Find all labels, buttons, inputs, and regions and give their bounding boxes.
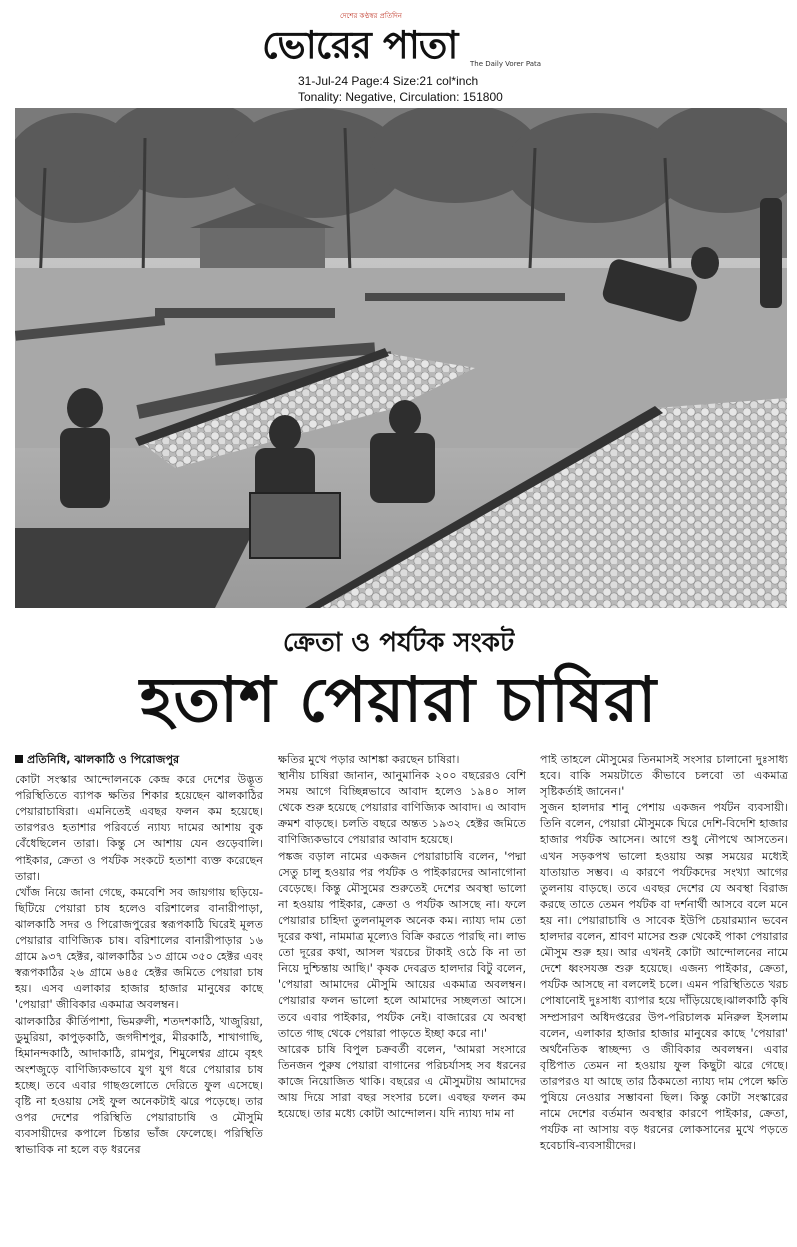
paragraph: পাই তাহলে মৌসুমের তিনমাসই সংসার চালানো দুঃসাধ্য হবে। বাকি সময়টাতে কীভাবে চলবো তা একমাত্র সৃষ্টিকর্তাই জানেন।' (540, 753, 788, 799)
paragraph: পঙ্কজ বড়াল নামের একজন পেয়ারাচাষি বলেন, 'পদ্মা সেতু চালু হওয়ার পর পর্যটক ও পাইকারদের আনাগোনা বেড়েছে। কিন্তু মৌসুমের শুরুতেই দেশের অবস্থা ভালো না হওয়ায় পাইকার, ক্রেতা ও পর্যটক আসছে না। ফলে পেয়ারার চাহিদা তুলনামূলক অনেক কম। ন্যায্য দাম তো দূরের কথা, নামমাত্র মূল্যেও বিক্রি করতে পারছি না। লাভ তো দূরের কথা, আসল খরচের টাকাই ওঠে কি না তা নিয়ে দুশ্চিন্তায় আছি।' কৃষক দেবব্রত হালদার বিটু বলেন, 'পেয়ারা আমাদের মৌসুমি আয়ের একমাত্র অবলম্বন। পেয়ারার ফলন ভালো হলে আমাদের সচ্ছলতা আসে। তবে এবার পাইকার, পর্যটক নেই। বাজারের যে অবস্থা তাতে গাছ থেকে পেয়ারা পাড়তে ইচ্ছা করে না।' (278, 849, 526, 1040)
article-headline: হতাশ পেয়ারা চাষিরা (139, 663, 658, 736)
article-kicker: ক্রেতা ও পর্যটক সংকট (282, 628, 515, 658)
article-column-2 (278, 752, 526, 1122)
paragraph: স্থানীয় চাষিরা জানান, আনুমানিক ২০০ বছরেরও বেশি সময় আগে বিচ্ছিন্নভাবে আবাদ হলেও ১৯৪০ সাল থেকে শুরু হয়েছে পেয়ারার বাণিজ্যিক আবাদ। এ আবাদ ক্রমশ বাড়ছে। চলতি বছরে অন্তত ১৯৩২ হেক্টর জমিতে বাণিজ্যিকভাবে পেয়ারার আবাদ হয়েছে। (278, 769, 526, 847)
clip-info (298, 73, 503, 105)
masthead-tagline: দেশের কণ্ঠস্বর প্রতিদিন (340, 12, 402, 20)
article-column-1 (15, 752, 263, 1158)
paragraph: খোঁজ নিয়ে জানা গেছে, কমবেশি সব জায়গায় ছড়িয়ে-ছিটিয়ে পেয়ারা চাষ হলেও বরিশালের বানারীপাড়া, ঝালকাঠি সদর ও পিরোজপুরের স্বরূপকাঠি ঘিরেই মূলত পেয়ারার বাণিজ্যিক চাষ। বরিশালের বানারীপাড়ার ১৬ গ্রামে ৯৩৭ হেক্টর, ঝালকাঠির ১৩ গ্রামে ৩৫০ হেক্টর এবং স্বরূপকাঠির ২৬ গ্রামে ৬৪৫ হেক্টর জমিতে পেয়ারা চাষ হয়। এসব এলাকার হাজার হাজার মানুষের কাছে 'পেয়ারা' জীবিকার একমাত্র অবলম্বন। (15, 885, 263, 1012)
square-bullet-icon (15, 755, 23, 763)
paragraph: ক্ষতির মুখে পড়ার আশঙ্কা করছেন চাষিরা। (278, 753, 460, 766)
clip-info-line-1: 31-Jul-24 Page:4 Size:21 col*inch (298, 74, 479, 88)
article-byline (15, 752, 263, 768)
newspaper-logo: ভোরের পাতা (262, 23, 458, 67)
masthead-subtitle: The Daily Vorer Pata (470, 60, 542, 68)
paragraph: ঝালকাঠির কীর্তিপাশা, ভিমরুলী, শতদশকাঠি, খাজুরিয়া, ডুমুরিয়া, কাপুড়কাঠি, জগদীশপুর, মীরকাঠি, শাখাগাছি, হিমানন্দকাঠি, আদাকাঠি, রামপুর, শিমুলেশ্বর গ্রামে বৃহৎ অংশজুড়ে বাণিজ্যিকভাবে যুগ যুগ ধরে পেয়ারার চাষ হচ্ছে। তবে এবার গাছগুলোতে দেরিতে ফুল এসেছে। বৃষ্টি না হওয়ায় সেই ফুল অনেকটাই ঝরে পড়েছে। তার ওপর দেশের পরিস্থিতি পেয়ারাচাষি ও মৌসুমি ব্যবসায়ীদের কপালে চিন্তার ভাঁজ ফেলেছে। পরিস্থিতি স্বাভাবিক না হলে বড় ধরনের (15, 1014, 263, 1157)
article-column-3 (540, 752, 788, 1154)
clip-info-line-2: Tonality: Negative, Circulation: 151800 (298, 90, 503, 104)
paragraph: কোটা সংস্কার আন্দোলনকে কেন্দ্র করে দেশের উদ্ভূত পরিস্থিতিতে ব্যাপক ক্ষতির শিকার হয়েছেন ঝালকাঠির পেয়ারাচাষিরা। এমনিতেই এবছর ফলন কম হয়েছে। তারপরও হতাশার পরিবর্তে ন্যায্য দামের আশায় বুক বেঁধেছিলেন তারা। কিন্তু সে আশায় যেন গুড়েবালি। পাইকার, ক্রেতা ও পর্যটক সংকটে হতাশা ব্যক্ত করেছেন তারা। (15, 773, 263, 883)
masthead (0, 6, 797, 68)
paragraph: আরেক চাষি বিপুল চক্রবর্তী বলেন, 'আমরা সংসারে তিনজন পুরুষ পেয়ারা বাগানের পরিচর্যাসহ সব ধরনের কাজে নিয়োজিত থাকি। বছরের এ মৌসুমটায় আমাদের আয় দিয়ে সারা বছর সংসার চলে। এবছর ফলন কম হয়েছে। তার মধ্যে কোটা আন্দোলন। যদি ন্যায্য দাম না (278, 1042, 526, 1121)
guava-market-photo (15, 108, 787, 608)
paragraph: সুজন হালদার শানু পেশায় একজন পর্যটন ব্যবসায়ী। তিনি বলেন, পেয়ারা মৌসুমকে ঘিরে দেশি-বিদেশি হাজার হাজার পর্যটক আসেন। আগে শুধু নৌপথে আসতেন। এখন সড়কপথ ভালো হওয়ায় অল্প সময়ের মধ্যেই যাতায়াত সম্ভব। এ কারণে পর্যটকদের সংখ্যা আগের তুলনায় বাড়ছে। তবে এবছর দেশের যে অবস্থা বিরাজ করছে তাতে তেমন পর্যটক বা দর্শনার্থী আসবে বলে মনে হয় না। পেয়ারাচাষি ও সাবেক ইউপি চেয়ারম্যান ভবেন হালদার বলেন, শ্রাবণ মাসের শুরু থেকেই পাকা পেয়ারার মৌসুম শুরু হয়। আর এখনই কোটা আন্দোলনের নামে দেশে ধ্বংসযজ্ঞ শুরু হয়েছে। এজন্য পাইকার, ক্রেতা, পর্যটক আসছে না বললেই চলে। এমন পরিস্থিতিতে খরচ পোষানোই দুঃসাধ্য ব্যাপার হয়ে দাঁড়িয়েছে।ঝালকাঠি কৃষি সম্প্রসারণ অধিদপ্তরের উপ-পরিচালক মনিরুল ইসলাম বলেন, এলাকার হাজার হাজার মানুষের কাছে 'পেয়ারা' অর্থনৈতিক স্বাচ্ছন্দ্য ও জীবিকার অবলম্বন। এবার বৃষ্টিপাত তেমন না হওয়ায় ফুল কিছুটা ঝরে গেছে। তারপরও যা আছে তার ঠিকমতো ন্যায্য দাম পেলে ক্ষতি পুষিয়ে নেওয়ার সম্ভাবনা ছিল। কিন্তু কোটা সংস্কারের নামে দেশের বর্তমান অবস্থার কারণে পাইকার, ক্রেতা, পর্যটক না আসায় বড় ধরনের লোকসানের মুখে পড়তে হবেচাষি-ব্যবসায়ীদের। (540, 801, 788, 1153)
byline-text: প্রতিনিধি, ঝালকাঠি ও পিরোজপুর (27, 753, 180, 766)
